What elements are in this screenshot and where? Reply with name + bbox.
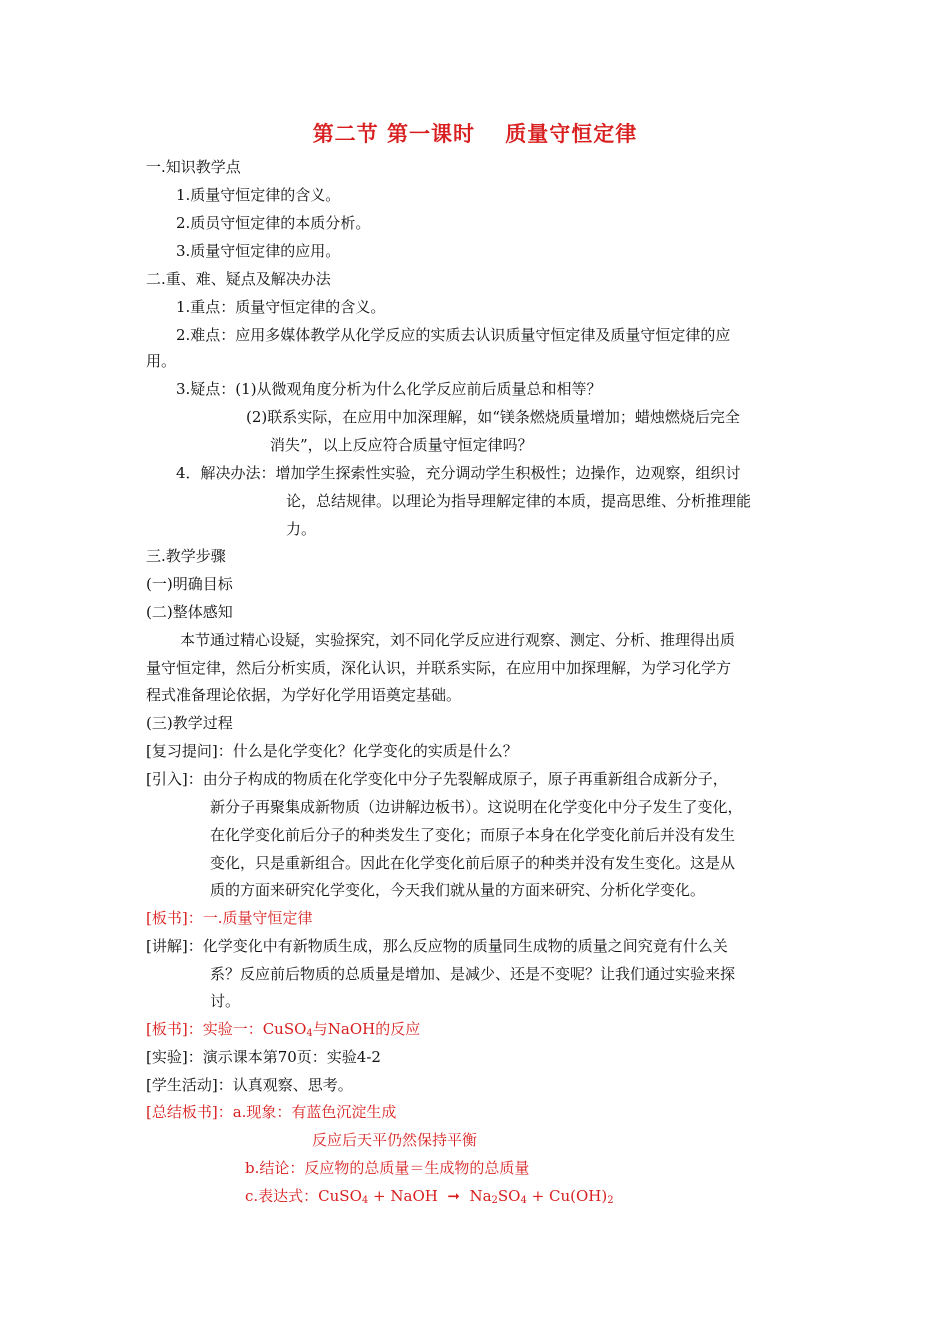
paragraph-line: 系？反应前后物质的总质量是增加、是减少、还是不变呢？让我们通过实验来探 bbox=[210, 965, 736, 983]
paragraph-line: 论，总结规律。以理论为指导理解定律的本质，提高思维、分析推理能 bbox=[286, 492, 752, 510]
paragraph-line: 本节通过精心设疑，实验探究，刘不同化学反应进行观察、测定、分析、推理得出质 bbox=[180, 631, 736, 649]
sub-heading: (一)明确目标 bbox=[146, 575, 233, 593]
paragraph-line: 讨。 bbox=[210, 992, 241, 1010]
paragraph-line: 消失”，以上反应符合质量守恒定律吗？ bbox=[270, 436, 533, 454]
paragraph-line: 程式准备理论依据，为学好化学用语奠定基础。 bbox=[146, 686, 462, 704]
paragraph-line: 在化学变化前后分子的种类发生了变化；而原子本身在化学变化前后并没有发生 bbox=[210, 826, 736, 844]
paragraph-line: 力。 bbox=[286, 520, 317, 538]
board-note: [板书]：实验一：CuSO$_4$与NaOH的反应 bbox=[146, 1020, 421, 1039]
paragraph-line: 质的方面来研究化学变化，今天我们就从量的方面来研究、分析化学变化。 bbox=[210, 881, 706, 899]
board-note: [总结板书]：a.现象：有蓝色沉淀生成 bbox=[146, 1103, 397, 1121]
board-note: 反应后天平仍然保持平衡 bbox=[312, 1131, 478, 1149]
paragraph-line: [学生活动]：认真观察、思考。 bbox=[146, 1076, 353, 1094]
paragraph-line: 用。 bbox=[146, 352, 177, 370]
list-item: 2.质员守恒定律的本质分析。 bbox=[176, 214, 371, 232]
sub-heading: (二)整体感知 bbox=[146, 603, 233, 621]
paragraph-line: (2)联系实际，在应用中加深理解，如“镁条燃烧质量增加；蜡烛燃烧后完全 bbox=[246, 408, 740, 426]
list-item: 1.质量守恒定律的含义。 bbox=[176, 186, 341, 204]
paragraph-line: [实验]：演示课本第70页：实验4-2 bbox=[146, 1048, 381, 1066]
paragraph-line: [讲解]：化学变化中有新物质生成，那么反应物的质量同生成物的质量之间究竟有什么关 bbox=[146, 937, 728, 955]
paragraph-line: 变化，只是重新组合。因此在化学变化前后原子的种类并没有发生变化。这是从 bbox=[210, 854, 736, 872]
paragraph-line: 3.疑点：(1)从微观角度分析为什么化学反应前后质量总和相等？ bbox=[176, 380, 602, 398]
section-heading-3: 三.教学步骤 bbox=[146, 547, 226, 565]
paragraph-line: 2.难点：应用多媒体教学从化学反应的实质去认识质量守恒定律及质量守恒定律的应 bbox=[176, 326, 731, 344]
paragraph-line: [复习提问]：什么是化学变化？化学变化的实质是什么？ bbox=[146, 742, 518, 760]
paragraph-line: 量守恒定律，然后分析实质，深化认识，并联系实际，在应用中加探理解，为学习化学方 bbox=[146, 659, 732, 677]
sub-heading: (三)教学过程 bbox=[146, 714, 233, 732]
paragraph-line: [引入]：由分子构成的物质在化学变化中分子先裂解成原子，原子再重新组合成新分子， bbox=[146, 770, 728, 788]
section-heading-2: 二.重、难、疑点及解决办法 bbox=[146, 270, 331, 288]
list-item: 3.质量守恒定律的应用。 bbox=[176, 242, 341, 260]
paragraph-line: 新分子再聚集成新物质（边讲解边板书）。这说明在化学变化中分子发生了变化， bbox=[210, 798, 743, 816]
board-note: [板书]：一.质量守恒定律 bbox=[146, 909, 313, 927]
page-title: 第二节 第一课时 质量守恒定律 bbox=[312, 122, 638, 146]
paragraph-line: 1.重点：质量守恒定律的含义。 bbox=[176, 298, 386, 316]
chemical-equation: c.表达式：CuSO$_4$ + NaOH ➞ $Na_2SO_4 + Cu(OH)_2$ bbox=[245, 1187, 614, 1206]
section-heading-1: 一.知识教学点 bbox=[146, 158, 241, 176]
paragraph-line: 4．解决办法：增加学生探索性实验，充分调动学生积极性；边操作，边观察，组织讨 bbox=[176, 464, 741, 482]
board-note: b.结论：反应物的总质量＝生成物的总质量 bbox=[245, 1159, 530, 1177]
